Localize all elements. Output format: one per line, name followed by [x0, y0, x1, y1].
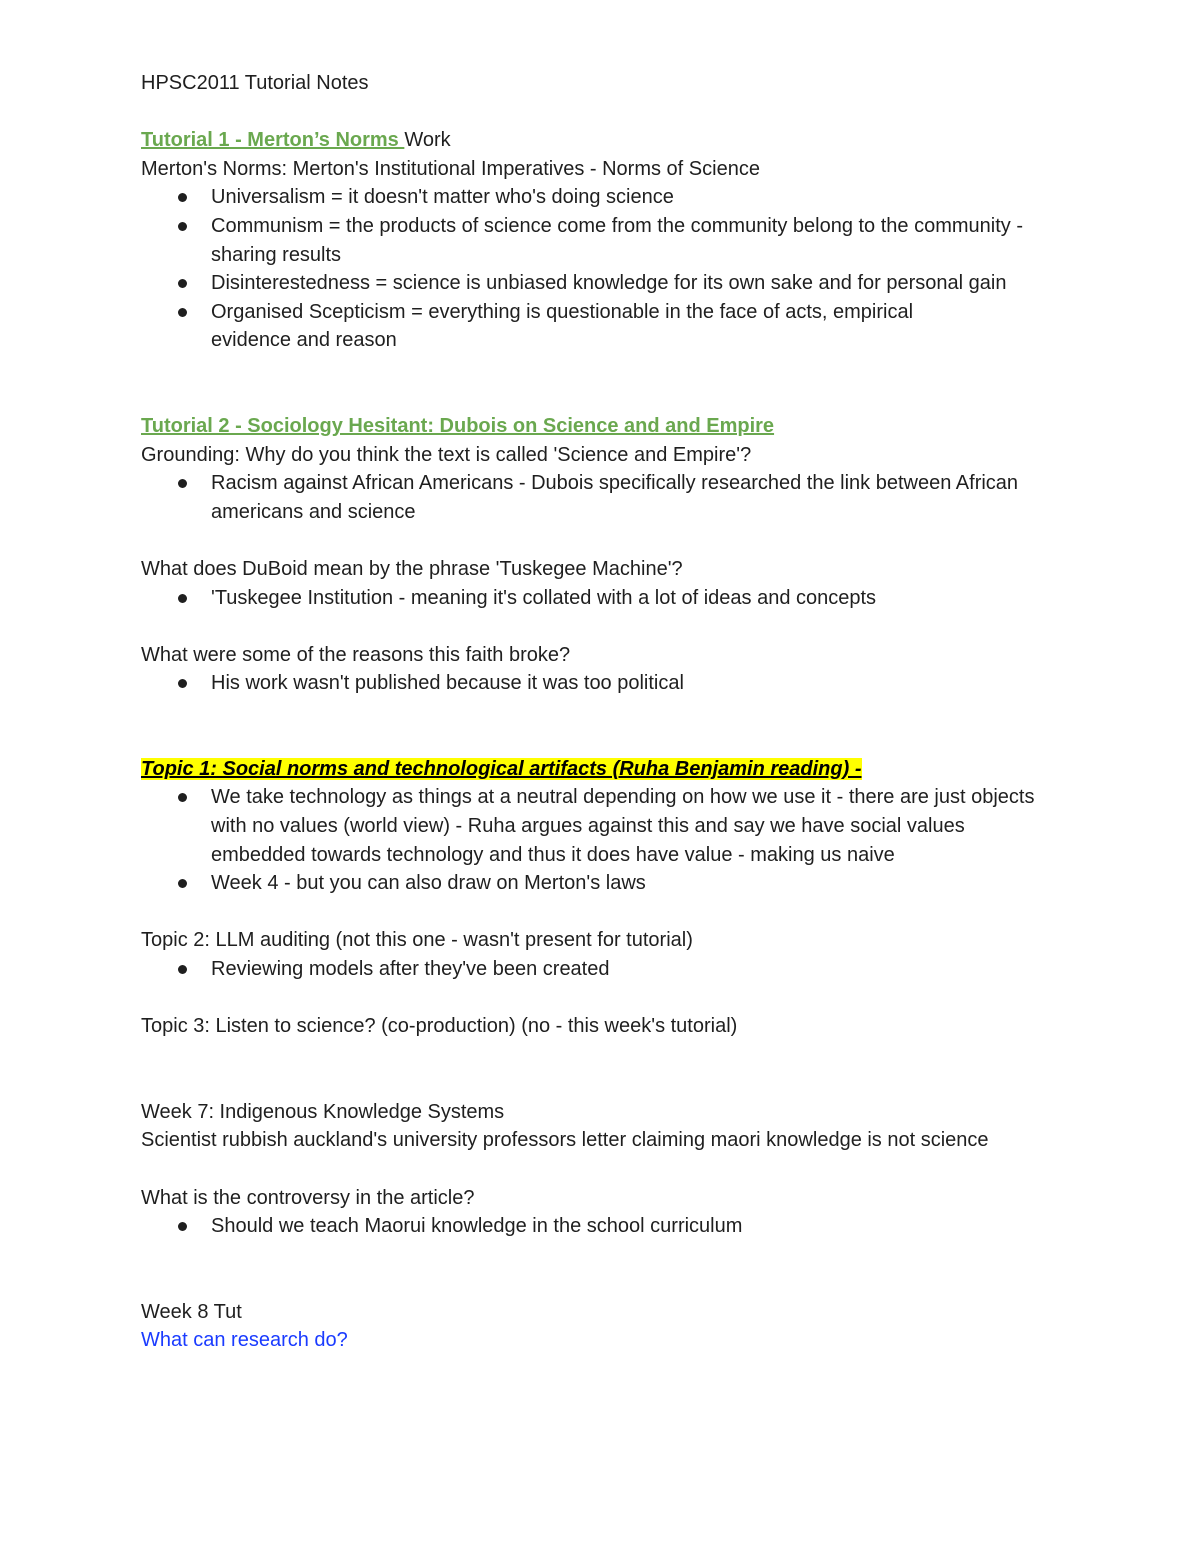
week7-heading: Week 7: Indigenous Knowledge Systems — [141, 1100, 505, 1123]
list-item: 'Tuskegee Institution - meaning it's collated with a lot of ideas and concepts — [211, 584, 1081, 613]
bullet-icon — [178, 279, 187, 288]
topic1-heading-highlight: Topic 1: Social norms and technological artifacts (Ruha Benjamin reading) - — [141, 757, 862, 780]
tutorial2-q1-bullets — [141, 469, 1081, 526]
bullet-icon — [178, 594, 187, 603]
tutorial2-q3-bullets — [141, 669, 1081, 698]
bullet-icon — [178, 965, 187, 974]
bullet-icon — [178, 793, 187, 802]
week7-subheading: Scientist rubbish auckland's university professors letter claiming maori knowledge is not science — [141, 1129, 989, 1152]
tutorial2-question-1: Grounding: Why do you think the text is called 'Science and Empire'? — [141, 443, 752, 466]
bullet-icon — [178, 193, 187, 202]
tutorial1-heading-link[interactable]: Tutorial 1 - Merton’s Norms — [141, 129, 405, 152]
list-item: Reviewing models after they've been created — [211, 955, 1081, 984]
week8-link-line — [141, 1326, 1081, 1355]
tutorial1-intro: Merton's Norms: Merton's Institutional Imperatives - Norms of Science — [141, 157, 760, 180]
tutorial1-heading — [141, 126, 1081, 155]
bullet-icon — [178, 308, 187, 317]
list-item: His work wasn't published because it was too political — [211, 669, 1081, 698]
bullet-icon — [178, 679, 187, 688]
week8-heading: Week 8 Tut — [141, 1300, 242, 1323]
topic3-heading: Topic 3: Listen to science? (co-production) (no - this week's tutorial) — [141, 1015, 738, 1038]
tutorial2-question-3: What were some of the reasons this faith broke? — [141, 643, 571, 666]
list-item: Disinterestedness = science is unbiased knowledge for its own sake and for personal gain — [211, 269, 1041, 298]
topic1-bullets — [141, 783, 1081, 897]
topic1-heading — [141, 755, 1081, 784]
list-item: Universalism = it doesn't matter who's doing science — [211, 183, 1081, 212]
topic2-bullets — [141, 955, 1081, 984]
list-item: Organised Scepticism = everything is questionable in the face of acts, empirical evidence and reason — [211, 298, 991, 355]
topic2-heading: Topic 2: LLM auditing (not this one - wasn't present for tutorial) — [141, 929, 693, 952]
week7-bullets — [141, 1212, 1081, 1241]
tutorial2-heading — [141, 412, 1081, 441]
tutorial2-heading-link[interactable]: Tutorial 2 - Sociology Hesitant: Dubois on Science and and Empire — [141, 414, 775, 437]
tutorial1-bullet-list — [141, 183, 1081, 355]
tutorial2-question-2: What does DuBoid mean by the phrase 'Tuskegee Machine'? — [141, 557, 683, 580]
tutorial2-q2-bullets — [141, 584, 1081, 613]
bullet-icon — [178, 222, 187, 231]
list-item: Communism = the products of science come from the community belong to the community - sharing results — [211, 212, 1041, 269]
bullet-icon — [178, 479, 187, 488]
bullet-icon — [178, 1222, 187, 1231]
list-item: Week 4 - but you can also draw on Merton's laws — [211, 869, 1081, 898]
list-item: Should we teach Maorui knowledge in the school curriculum — [211, 1212, 1081, 1241]
list-item: We take technology as things at a neutral depending on how we use it - there are just objects with no values (world view) - Ruha argues against this and say we have social values embedded towards technology and thus it does have value - making us naive — [211, 783, 1041, 869]
tutorial1-heading-suffix: Work — [404, 129, 451, 152]
week8-research-link[interactable]: What can research do? — [141, 1329, 348, 1352]
week7-question: What is the controversy in the article? — [141, 1186, 475, 1209]
document-page — [141, 69, 1081, 1355]
document-title: HPSC2011 Tutorial Notes — [141, 72, 369, 94]
list-item: Racism against African Americans - Dubois specifically researched the link between African americans and science — [211, 469, 1041, 526]
bullet-icon — [178, 879, 187, 888]
